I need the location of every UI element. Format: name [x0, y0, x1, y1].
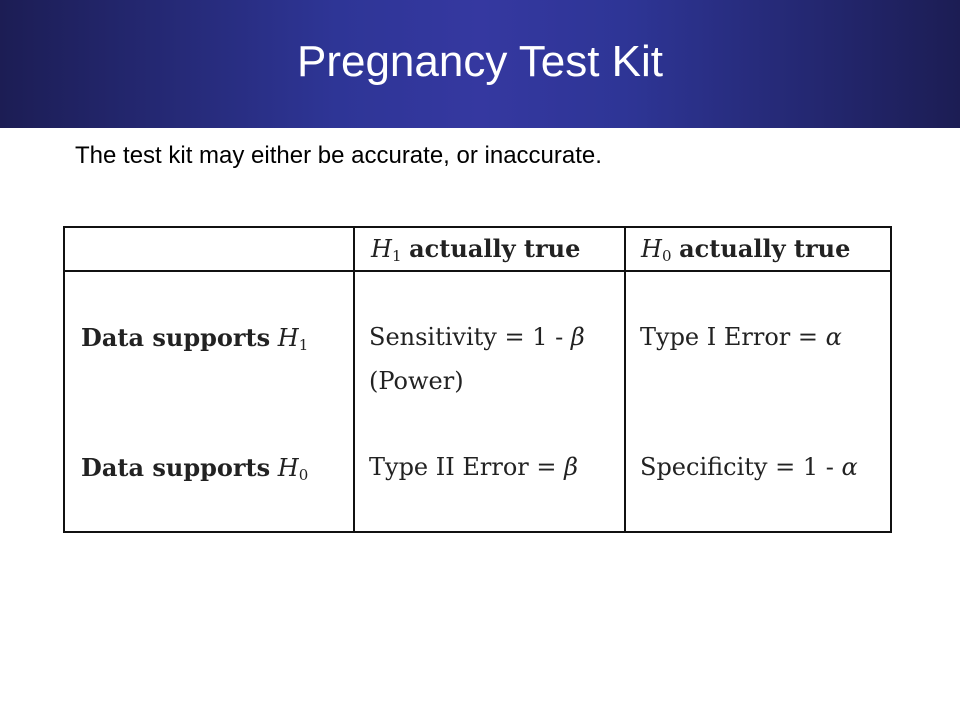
- row-label-text: Data supports: [81, 453, 271, 482]
- cell-specificity: [640, 453, 858, 481]
- col-header-h0: [641, 234, 850, 265]
- row-label-var: H: [277, 454, 299, 482]
- title-bar: [0, 0, 960, 128]
- beta-symbol: β: [570, 323, 585, 351]
- cell-power: [369, 367, 464, 395]
- column-divider: [353, 228, 355, 531]
- beta-symbol: β: [564, 453, 578, 481]
- cell-type-ii-error: [369, 453, 578, 481]
- hypothesis-table: [63, 226, 892, 533]
- row-label-h0: [81, 453, 308, 484]
- row-label-h1: [81, 323, 308, 354]
- cell-type-i-error: [640, 323, 842, 351]
- cell-text: Sensitivity = 1 -: [369, 323, 564, 351]
- cell-text: Type II Error =: [369, 453, 557, 481]
- cell-text: Type I Error =: [640, 323, 818, 351]
- column-divider: [624, 228, 626, 531]
- cell-text: (Power): [369, 367, 464, 395]
- slide-title: Pregnancy Test Kit: [296, 37, 664, 86]
- col-header-text: actually true: [679, 234, 851, 263]
- col-header-var: H: [641, 235, 662, 263]
- cell-sensitivity: [369, 323, 585, 351]
- col-header-sub: 0: [661, 247, 672, 265]
- header-divider: [65, 270, 890, 272]
- slide-subtitle: The test kit may either be accurate, or inaccurate.: [75, 142, 602, 169]
- row-label-var: H: [277, 324, 299, 352]
- alpha-symbol: α: [825, 323, 842, 351]
- col-header-sub: 1: [391, 247, 402, 265]
- row-label-text: Data supports: [81, 323, 271, 352]
- col-header-var: H: [371, 235, 392, 263]
- row-label-sub: 1: [298, 336, 309, 354]
- alpha-symbol: α: [841, 453, 858, 481]
- col-header-text: actually true: [409, 234, 581, 263]
- col-header-h1: [371, 234, 580, 265]
- row-label-sub: 0: [298, 466, 309, 484]
- cell-text: Specificity = 1 -: [640, 453, 834, 481]
